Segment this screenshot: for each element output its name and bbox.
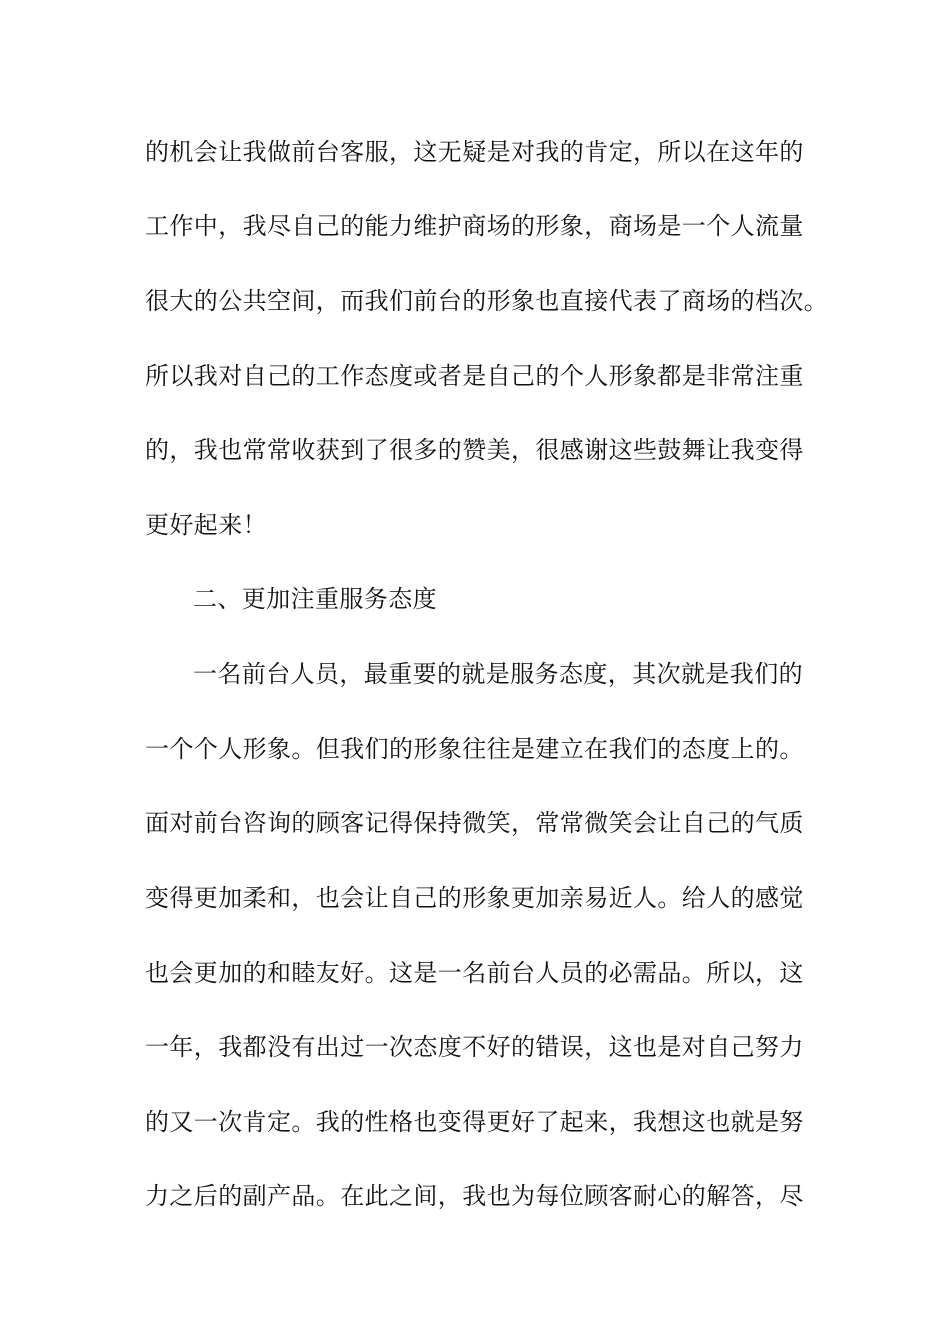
paragraph-line: 很大的公共空间，而我们前台的形象也直接代表了商场的档次。 (145, 287, 829, 315)
paragraph-line: 一年，我都没有出过一次态度不好的错误，这也是对自己努力 (145, 1033, 804, 1061)
paragraph-line: 的又一次肯定。我的性格也变得更好了起来，我想这也就是努 (145, 1108, 804, 1136)
paragraph-line: 变得更加柔和，也会让自己的形象更加亲易近人。给人的感觉 (145, 884, 804, 912)
paragraph-line: 一名前台人员，最重要的就是服务态度，其次就是我们的 (193, 660, 803, 688)
paragraph-line: 的机会让我做前台客服，这无疑是对我的肯定，所以在这年的 (145, 138, 804, 166)
section-heading: 二、更加注重服务态度 (193, 585, 437, 613)
paragraph-line: 也会更加的和睦友好。这是一名前台人员的必需品。所以，这 (145, 959, 804, 987)
paragraph-line: 所以我对自己的工作态度或者是自己的个人形象都是非常注重 (145, 362, 804, 390)
paragraph-line: 更好起来！ (145, 511, 267, 539)
paragraph-line: 的，我也常常收获到了很多的赞美，很感谢这些鼓舞让我变得 (145, 436, 804, 464)
paragraph-line: 面对前台咨询的顾客记得保持微笑，常常微笑会让自己的气质 (145, 809, 804, 837)
paragraph-line: 一个个人形象。但我们的形象往往是建立在我们的态度上的。 (145, 735, 804, 763)
paragraph-line: 力之后的副产品。在此之间，我也为每位顾客耐心的解答，尽 (145, 1182, 804, 1210)
paragraph-line: 工作中，我尽自己的能力维护商场的形象，商场是一个人流量 (145, 212, 804, 240)
